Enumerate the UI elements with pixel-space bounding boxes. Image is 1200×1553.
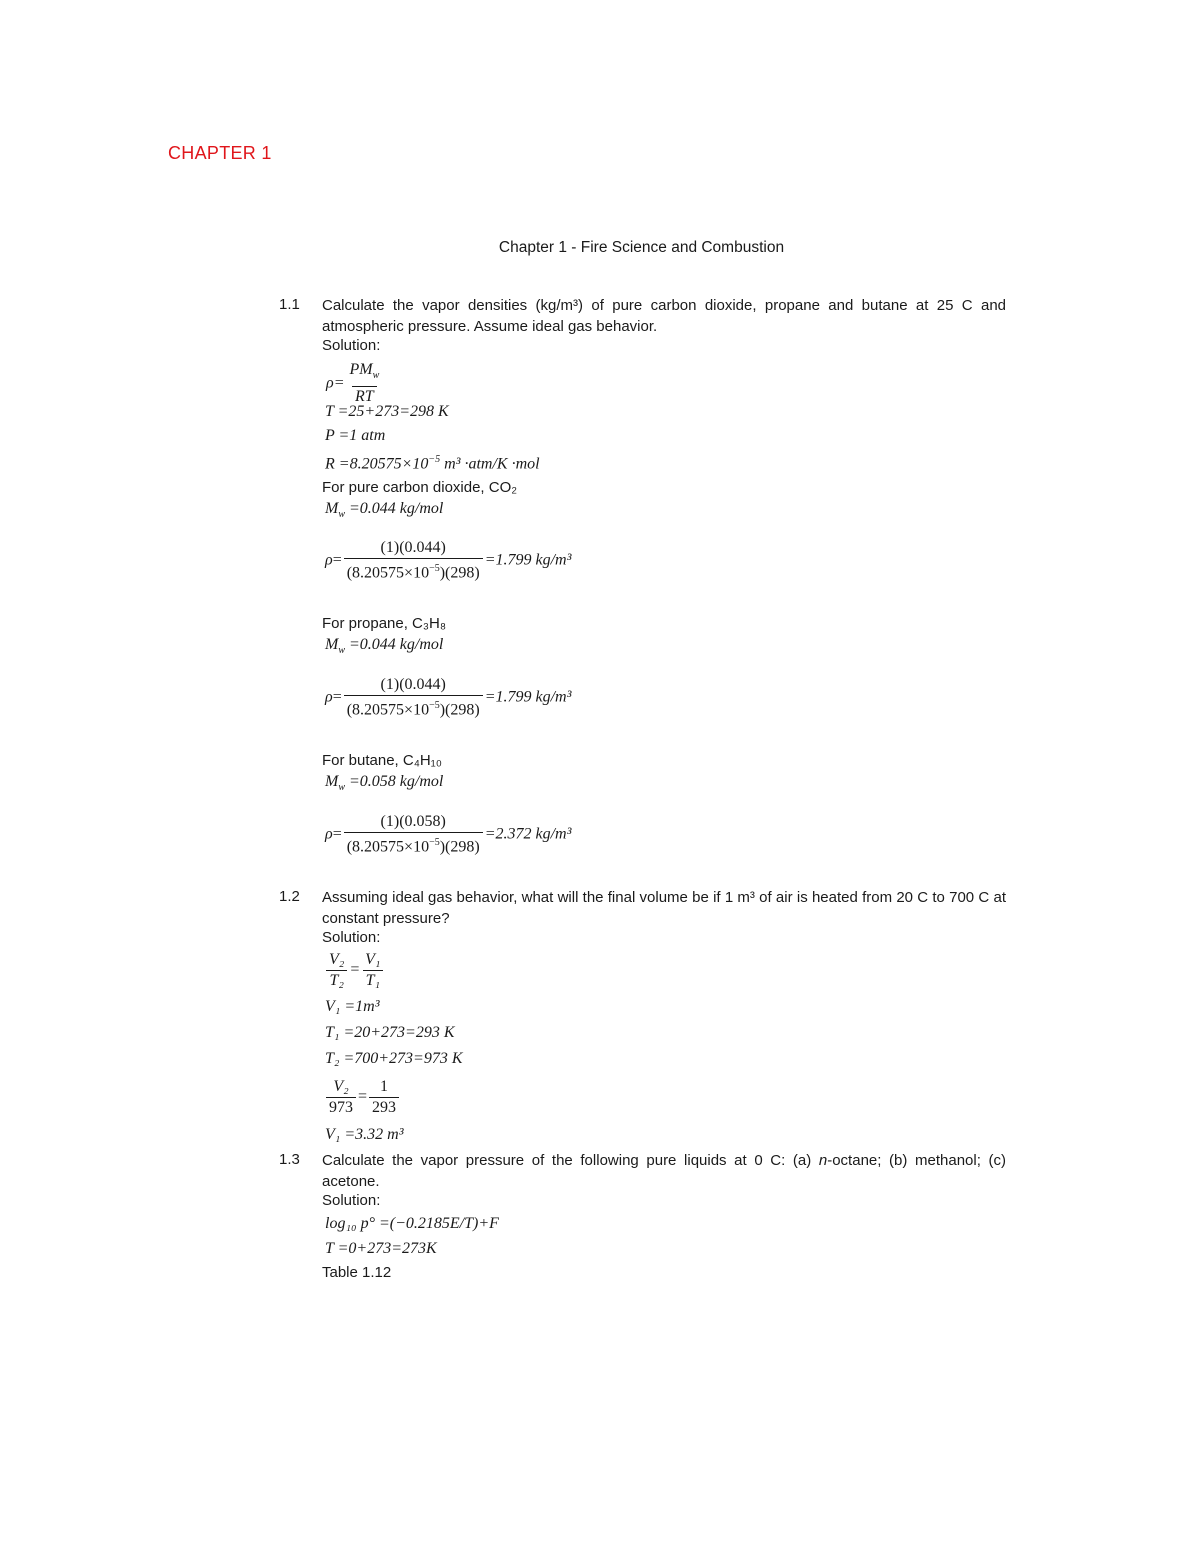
volume-ratio-equation: $\frac{\text{V₂}}{973}$ = $\frac{1}{293}$ bbox=[324, 1077, 401, 1118]
temperature-line-1-1: T =25+273=298 K bbox=[325, 403, 449, 420]
vapor-pressure-formula: log₁₀ p° =(−0.2185E/T)+F bbox=[325, 1215, 499, 1232]
butane-label: For butane, C₄H₁₀ bbox=[322, 752, 442, 769]
chapter-header: CHAPTER 1 bbox=[168, 143, 272, 163]
charles-law-formula: $\frac{\text{V₂}}{\text{T₂}}$ = $\frac{\text{V₁}}{\text{T₁}}$ bbox=[324, 950, 385, 991]
gas-constant-line: $R =8.20575\times 10^{-5}$ m³ ·atm/K ·mol bbox=[325, 454, 540, 473]
temperature-line-1-3: T =0+273=273K bbox=[325, 1240, 437, 1257]
final-volume-result: V₁ =3.32 m³ bbox=[325, 1126, 404, 1143]
solution-label-1-2: Solution: bbox=[322, 929, 381, 946]
final-temperature-line: T₂ =700+273=973 K bbox=[325, 1050, 463, 1067]
co2-label: For pure carbon dioxide, CO₂ bbox=[322, 479, 518, 496]
question-number-1-3: 1.3 bbox=[279, 1151, 300, 1168]
question-1-1-text: Calculate the vapor densities (kg/m³) of pure carbon dioxide, propane and butane at 25 C and atmospheric pressure. Assume ideal gas behavior. bbox=[322, 297, 1006, 335]
propane-molar-mass: $M_w =0.044$ kg/mol bbox=[325, 636, 444, 657]
butane-density-equation: ρ= $\frac{(1)(0.058)}{(8.20575\times 10^{-5})(298)}$ =2.372 kg/m³ bbox=[325, 813, 572, 856]
butane-molar-mass: $M_w =0.058$ kg/mol bbox=[325, 773, 444, 794]
propane-density-equation: ρ= $\frac{(1)(0.044)}{(8.20575\times 10^{-5})(298)}$ =1.799 kg/m³ bbox=[325, 676, 572, 719]
co2-density-equation: ρ= $\frac{(1)(0.044)}{(8.20575\times 10^{-5})(298)}$ =1.799 kg/m³ bbox=[325, 539, 572, 582]
question-number-1-2: 1.2 bbox=[279, 888, 300, 905]
question-1-2-text: Assuming ideal gas behavior, what will the final volume be if 1 m³ of air is heated from 20 C to 700 C at constant pressure? bbox=[322, 889, 1006, 927]
density-formula: ρ= $\frac{PM_w}{RT}$ bbox=[326, 361, 380, 406]
initial-volume-line: V₁ =1m³ bbox=[325, 998, 380, 1015]
solution-label-1-3: Solution: bbox=[322, 1192, 381, 1209]
propane-label: For propane, C₃H₈ bbox=[322, 615, 447, 632]
pressure-line-1-1: P =1 atm bbox=[325, 427, 386, 444]
question-number-1-1: 1.1 bbox=[279, 296, 300, 313]
table-reference: Table 1.12 bbox=[322, 1264, 392, 1281]
document-title: Chapter 1 - Fire Science and Combustion bbox=[498, 239, 785, 256]
solution-label-1-1: Solution: bbox=[322, 337, 381, 354]
question-1-3-text: Calculate the vapor pressure of the following pure liquids at 0 C: (a) n-octane; (b) methanol; (c) acetone. bbox=[322, 1152, 1006, 1190]
initial-temperature-line: T₁ =20+273=293 K bbox=[325, 1024, 455, 1041]
co2-molar-mass: $M_w =0.044$ kg/mol bbox=[325, 500, 444, 521]
